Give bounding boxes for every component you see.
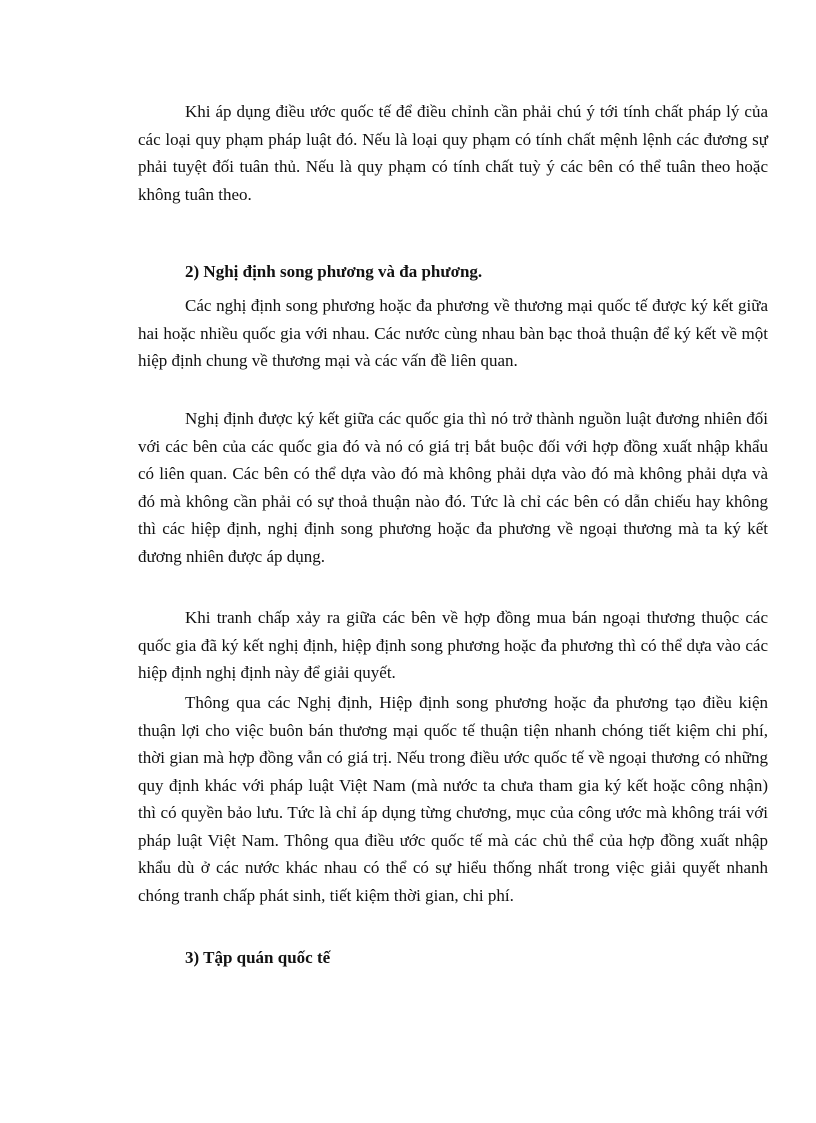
paragraph-dispute-resolution: Khi tranh chấp xảy ra giữa các bên về hợp đồng mua bán ngoại thương thuộc các quốc gia đã ký kết nghị định, hiệp định song phương hoặc đa phương thì có thể dựa vào các hiệp định nghị định này để giải quyết. (138, 608, 768, 682)
section-heading-international-custom: 3) Tập quán quốc tế (185, 948, 331, 967)
paragraph-treaty-legal-nature: Khi áp dụng điều ước quốc tế để điều chỉnh cần phải chú ý tới tính chất pháp lý của các loại quy phạm pháp luật đó. Nếu là loại quy phạm có tính chất mệnh lệnh các đương sự phải tuyệt đối tuân thủ. Nếu là quy phạm có tính chất tuỳ ý các bên có thể tuân theo hoặc không tuân theo. (138, 102, 768, 204)
section-heading-bilateral-multilateral: 2) Nghị định song phương và đa phương. (185, 262, 483, 281)
paragraph-bilateral-binding: Nghị định được ký kết giữa các quốc gia thì nó trở thành nguồn luật đương nhiên đối với các bên của các quốc gia đó và nó có giá trị bắt buộc đối với hợp đồng xuất nhập khẩu có liên quan. Các bên có thể dựa vào đó mà không phải dựa vào đó mà không phải dựa và đó mà không cần phải có sự thoả thuận nào đó. Tức là chỉ các bên có dẫn chiếu hay không thì các hiệp định, nghị định song phương hoặc đa phương về ngoại thương mà ta ký kết đương nhiên được áp dụng. (138, 409, 768, 566)
paragraph-benefits-reservation: Thông qua các Nghị định, Hiệp định song phương hoặc đa phương tạo điều kiện thuận lợi cho việc buôn bán thương mại quốc tế thuận tiện nhanh chóng tiết kiệm chi phí, thời gian mà hợp đồng vẫn có giá trị. Nếu trong điều ước quốc tế về ngoại thương có những quy định khác với pháp luật Việt Nam (mà nước ta chưa tham gia ký kết hoặc công nhận) thì có quyền bảo lưu. Tức là chỉ áp dụng từng chương, mục của công ước mà không trái với pháp luật Việt Nam. Thông qua điều ước quốc tế mà các chủ thể của hợp đồng xuất nhập khẩu dù ở các nước khác nhau có thể có sự hiểu thống nhất trong việc giải quyết nhanh chóng tranh chấp phát sinh, tiết kiệm thời gian, chi phí. (138, 693, 768, 905)
paragraph-bilateral-definition: Các nghị định song phương hoặc đa phương về thương mại quốc tế được ký kết giữa hai hoặc nhiều quốc gia với nhau. Các nước cùng nhau bàn bạc thoả thuận để ký kết về một hiệp định chung về thương mại và các vấn đề liên quan. (138, 296, 768, 370)
